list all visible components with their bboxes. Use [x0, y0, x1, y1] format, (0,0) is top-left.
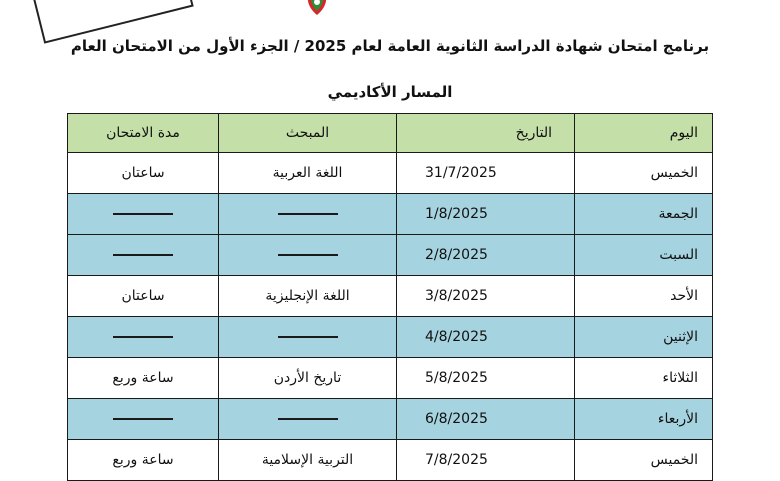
no-exam-dash: [278, 336, 338, 338]
subject-cell: التربية الإسلامية: [219, 440, 397, 481]
subject-cell: [219, 399, 397, 440]
table-row: [68, 194, 713, 235]
page-title: برنامج امتحان شهادة الدراسة الثانوية العامة لعام 2025 / الجزء الأول من الامتحان العام: [70, 37, 710, 55]
duration-cell: [68, 317, 219, 358]
subject-cell: [219, 194, 397, 235]
day-cell: الأربعاء: [575, 399, 713, 440]
duration-cell: [68, 399, 219, 440]
header-subject: المبحث: [219, 114, 397, 153]
duration-cell: ساعتان: [68, 153, 219, 194]
date-cell: 4/8/2025: [397, 317, 575, 358]
table-body: [68, 153, 713, 481]
header-date: التاريخ: [397, 114, 575, 153]
no-exam-dash: [113, 418, 173, 420]
table-row: [68, 276, 713, 317]
duration-cell: ساعتان: [68, 276, 219, 317]
table-row: [68, 317, 713, 358]
date-cell: 31/7/2025: [397, 153, 575, 194]
table-header-row: [68, 114, 713, 153]
day-cell: الخميس: [575, 153, 713, 194]
subject-cell: تاريخ الأردن: [219, 358, 397, 399]
table-row: [68, 153, 713, 194]
date-cell: 1/8/2025: [397, 194, 575, 235]
day-cell: السبت: [575, 235, 713, 276]
duration-cell: ساعة وربع: [68, 440, 219, 481]
day-cell: الخميس: [575, 440, 713, 481]
date-cell: 3/8/2025: [397, 276, 575, 317]
subject-cell: [219, 235, 397, 276]
subject-cell: اللغة العربية: [219, 153, 397, 194]
no-exam-dash: [113, 336, 173, 338]
no-exam-dash: [113, 213, 173, 215]
logo-emblem-icon: [306, 0, 328, 16]
table-row: [68, 358, 713, 399]
no-exam-dash: [278, 418, 338, 420]
day-cell: الأحد: [575, 276, 713, 317]
duration-cell: [68, 194, 219, 235]
day-cell: الإثنين: [575, 317, 713, 358]
subject-cell: [219, 317, 397, 358]
date-cell: 2/8/2025: [397, 235, 575, 276]
exam-schedule-table: [67, 113, 713, 481]
no-exam-dash: [278, 254, 338, 256]
table-row: [68, 399, 713, 440]
day-cell: الثلاثاء: [575, 358, 713, 399]
table-row: [68, 235, 713, 276]
header-duration: مدة الامتحان: [68, 114, 219, 153]
no-exam-dash: [113, 254, 173, 256]
no-exam-dash: [278, 213, 338, 215]
page-subtitle: المسار الأكاديمي: [327, 83, 453, 101]
day-cell: الجمعة: [575, 194, 713, 235]
subject-cell: اللغة الإنجليزية: [219, 276, 397, 317]
date-cell: 5/8/2025: [397, 358, 575, 399]
date-cell: 6/8/2025: [397, 399, 575, 440]
duration-cell: [68, 235, 219, 276]
header-day: اليوم: [575, 114, 713, 153]
table-row: [68, 440, 713, 481]
duration-cell: ساعة وربع: [68, 358, 219, 399]
date-cell: 7/8/2025: [397, 440, 575, 481]
